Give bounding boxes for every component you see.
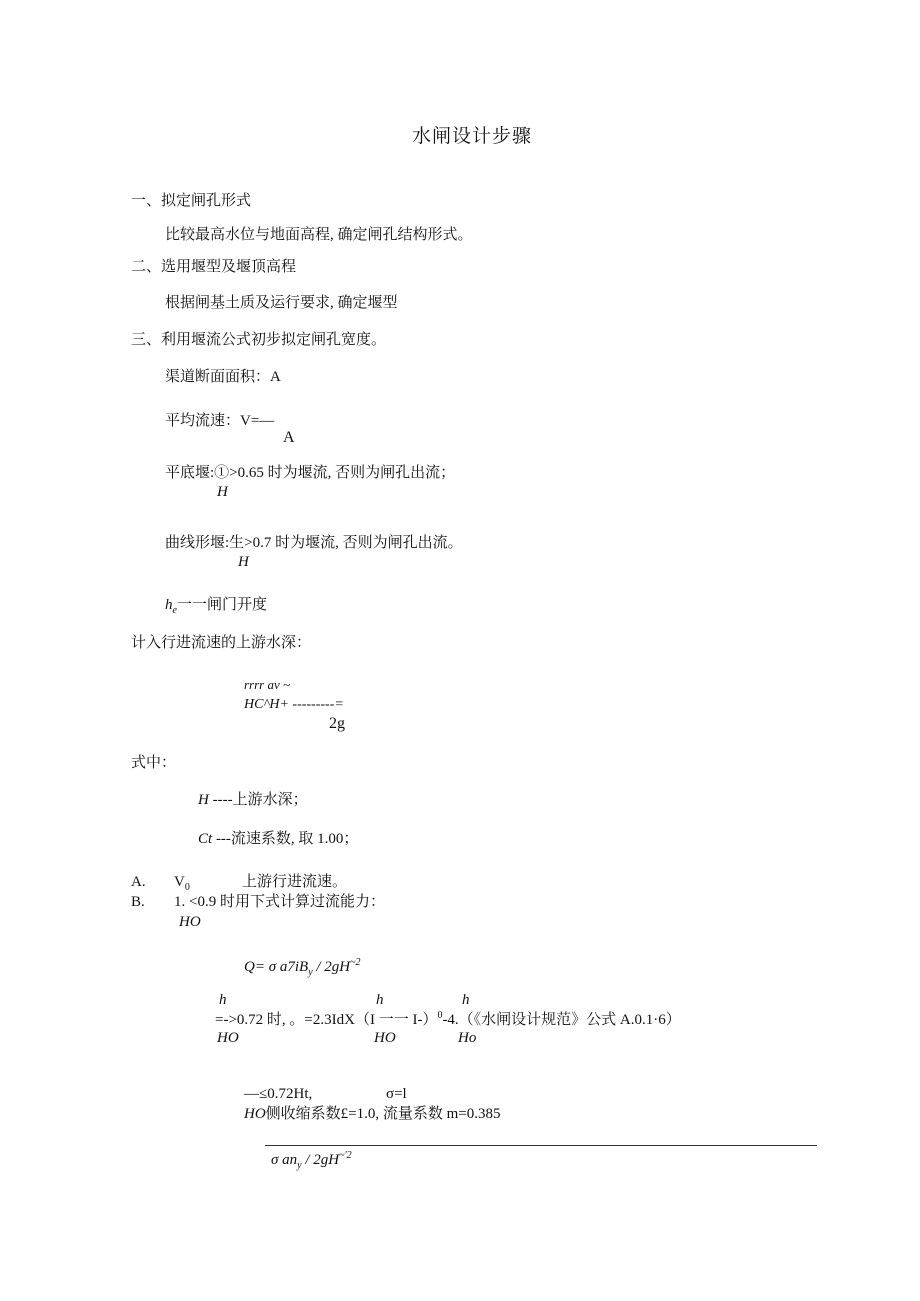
item-a-symbol-sub: 0 (184, 882, 190, 893)
formula-2-sup: ~2 (350, 957, 361, 968)
condition-1-text: =->0.72 时, 。=2.3IdX（I 一一 I-） (215, 1012, 438, 1028)
condition-2-coefficients: 侧收缩系数£=1.0, 流量系数 m=0.385 (265, 1106, 501, 1122)
condition-1-line (215, 1011, 681, 1028)
formula-3 (271, 1151, 352, 1171)
condition-1-numerator-3: h (462, 992, 470, 1008)
item-a-text: 上游行进流速。 (242, 874, 348, 890)
formula-1-line-2: HC^H+ ---------= (244, 697, 344, 712)
condition-1-numerator-1: h (219, 992, 227, 1008)
page-title: 水闸设计步骤 (412, 126, 533, 147)
condition-1-denominator-2: HO (374, 1030, 396, 1046)
condition-1-denominator-1: HO (217, 1030, 239, 1046)
gate-opening-subscript: e (172, 605, 177, 616)
formula-1-line-3: 2g (329, 715, 345, 732)
avg-velocity-denominator: A (283, 429, 295, 446)
formula-2-main: Q= σ a7iB (244, 959, 309, 975)
formula-2 (244, 958, 361, 978)
item-a-symbol-v: V (174, 874, 185, 890)
formula-2-tail: / 2gH (312, 959, 351, 975)
formula-3-main: σ an (271, 1152, 298, 1168)
condition-2-denominator: HO (244, 1106, 266, 1122)
item-a-symbol (174, 875, 190, 893)
section-1-body: 比较最高水位与地面高程, 确定闸孔结构形式。 (165, 227, 473, 243)
section-2-heading: 二、选用堰型及堰顶高程 (131, 259, 297, 275)
formula-1-line-1: rrrr av ~ (244, 677, 291, 692)
curved-weir-denominator: H (238, 554, 249, 570)
condition-1-numerator-2: h (376, 992, 384, 1008)
curved-weir-line: 曲线形堰:生>0.7 时为堰流, 否则为闸孔出流。 (165, 535, 463, 551)
flat-weir-line: 平底堰:①>0.65 时为堰流, 否则为闸孔出流； (165, 465, 456, 481)
section-2-body: 根据闸基土质及运行要求, 确定堰型 (165, 295, 398, 311)
gate-opening-symbol: h (165, 597, 173, 613)
item-b-label: B. (131, 894, 145, 910)
channel-area-line: 渠道断面面积：A (165, 369, 281, 385)
condition-1-denominator-3: Ho (458, 1030, 477, 1046)
section-1-heading: 一、拟定闸孔形式 (131, 193, 252, 209)
formula-2-sub: y (308, 967, 313, 978)
item-b-denominator: HO (179, 914, 201, 930)
gate-opening-line (165, 598, 267, 616)
avg-velocity-line: 平均流速：V=— (165, 413, 275, 429)
where-label: 式中： (131, 755, 177, 771)
formula-3-sub: y (297, 1160, 302, 1171)
condition-1-tail: -4.（《水闸设计规范》公式 A.0.1·6） (442, 1012, 681, 1028)
item-b-text: 1. <0.9 时用下式计算过流能力： (174, 894, 385, 910)
condition-2-text: —≤0.72Ht, (244, 1086, 313, 1102)
formula-3-sup: ~'2 (339, 1150, 352, 1161)
definition-ct-symbol: Ct (198, 831, 213, 847)
condition-1-sup: 0 (437, 1010, 443, 1021)
condition-2-sigma: σ=l (386, 1086, 407, 1102)
definition-h-text: ----上游水深； (212, 792, 308, 808)
item-a-label: A. (131, 874, 146, 890)
condition-2-line-2 (244, 1107, 501, 1122)
formula-3-tail: / 2gH (301, 1152, 340, 1168)
gate-opening-text: 一一闸门开度 (176, 597, 267, 613)
definition-ct-text: ---流速系数, 取 1.00； (215, 831, 359, 847)
flat-weir-denominator: H (217, 484, 228, 500)
definition-h (198, 793, 308, 808)
fraction-rule (265, 1145, 817, 1146)
definition-h-symbol: H (198, 792, 209, 808)
upstream-depth-heading: 计入行进流速的上游水深： (131, 635, 312, 651)
definition-ct (198, 832, 358, 847)
section-3-heading: 三、利用堰流公式初步拟定闸孔宽度。 (131, 332, 387, 348)
